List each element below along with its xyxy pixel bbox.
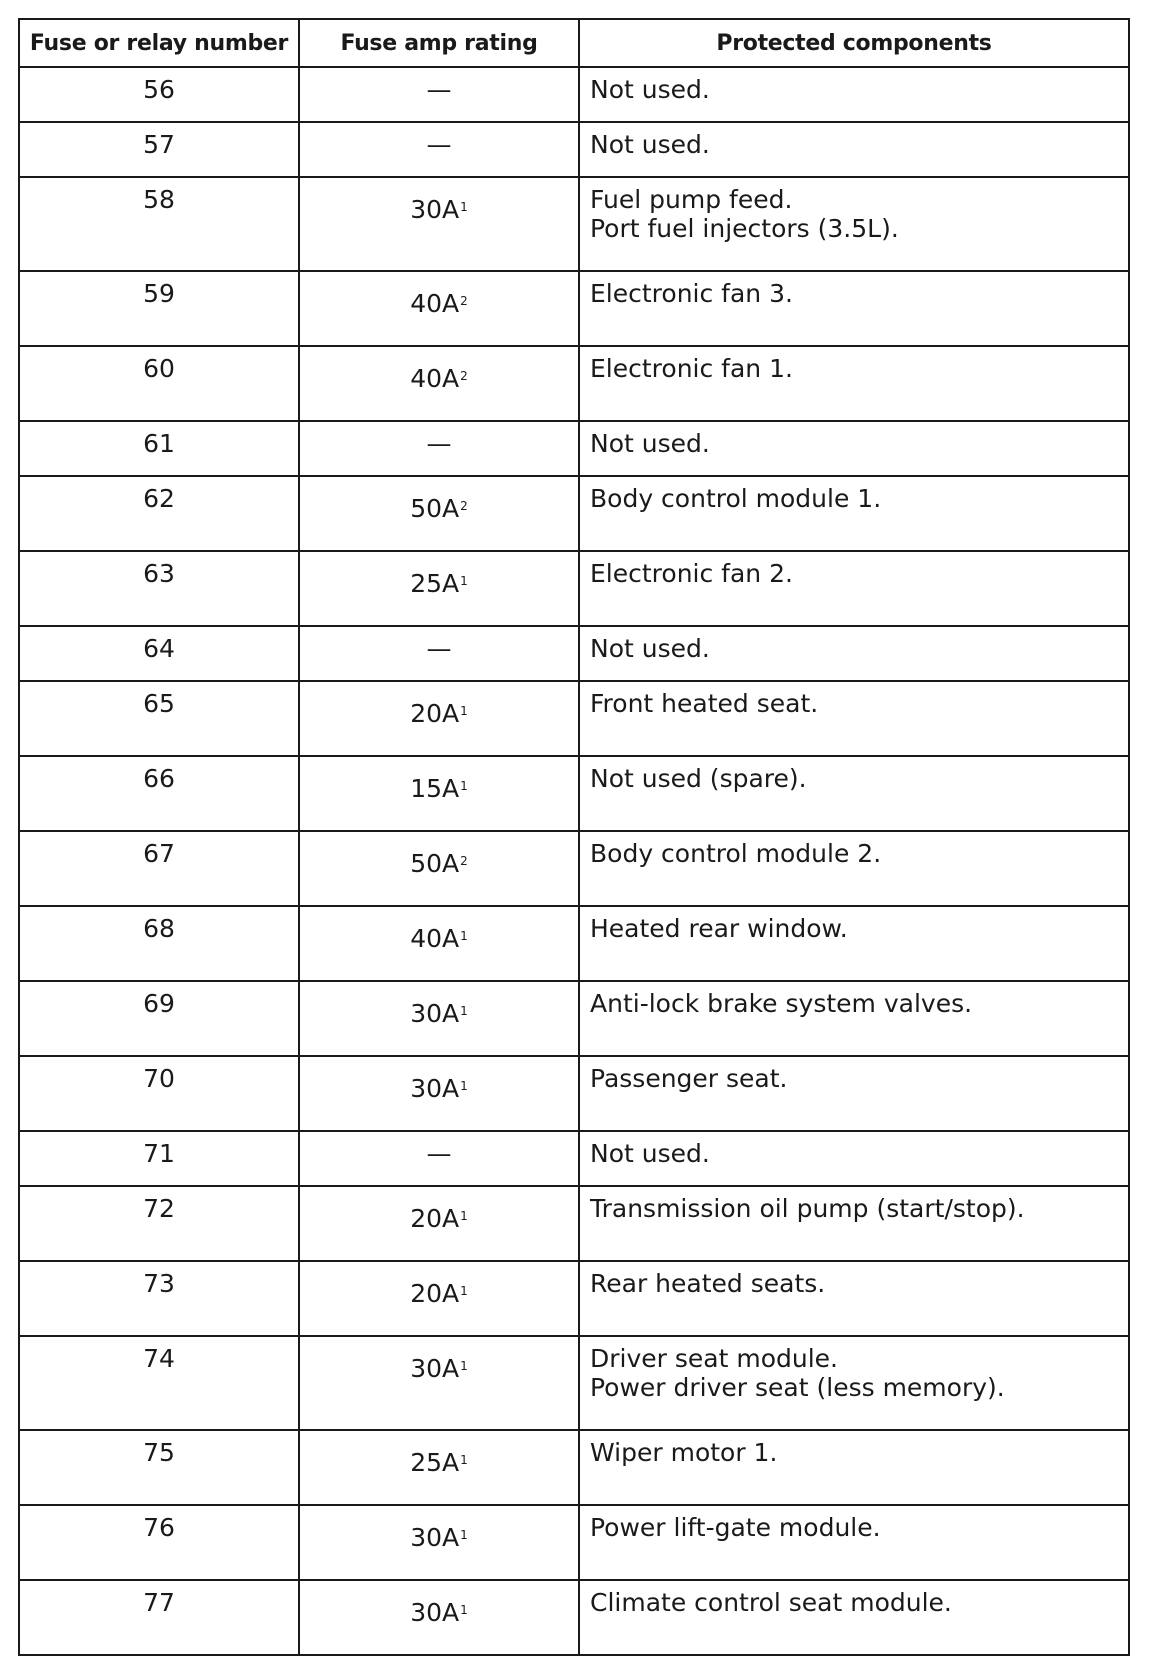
amp-rating-cell: [299, 1505, 579, 1580]
amp-rating-value: 20A: [410, 699, 460, 728]
amp-rating-value: 25A: [410, 569, 460, 598]
table-row: [19, 1580, 1129, 1655]
protected-components-cell: [579, 1261, 1129, 1336]
amp-rating-cell: [299, 831, 579, 906]
amp-rating-cell: [299, 1430, 579, 1505]
amp-rating-cell: [299, 1056, 579, 1131]
fuse-number-cell: 71: [19, 1131, 299, 1186]
amp-rating-cell: [299, 346, 579, 421]
fuse-number-cell: 76: [19, 1505, 299, 1580]
amp-rating-cell: [299, 1261, 579, 1336]
component-line: Power driver seat (less memory).: [590, 1373, 1005, 1402]
component-line: Rear heated seats.: [590, 1269, 826, 1298]
fuse-number-cell: 77: [19, 1580, 299, 1655]
amp-rating-value: 40A: [410, 364, 460, 393]
table-row: [19, 1261, 1129, 1336]
fuse-number-cell: 59: [19, 271, 299, 346]
amp-rating-value: 50A: [410, 849, 460, 878]
protected-components-cell: [579, 626, 1129, 681]
component-line: Wiper motor 1.: [590, 1438, 778, 1467]
fuse-number-cell: 68: [19, 906, 299, 981]
amp-rating-cell: [299, 756, 579, 831]
table-row: [19, 122, 1129, 177]
amp-rating-value: 50A: [410, 494, 460, 523]
protected-components-cell: [579, 1505, 1129, 1580]
header-protected-components: Protected components: [579, 19, 1129, 67]
amp-rating-value: —: [426, 1139, 452, 1168]
component-line: Fuel pump feed.: [590, 185, 793, 214]
table-row: [19, 1131, 1129, 1186]
table-row: [19, 1505, 1129, 1580]
protected-components-cell: [579, 476, 1129, 551]
table-row: [19, 476, 1129, 551]
protected-components-cell: [579, 906, 1129, 981]
table-row: [19, 831, 1129, 906]
amp-rating-value: —: [426, 75, 452, 104]
fuse-number-cell: 65: [19, 681, 299, 756]
amp-rating-value: —: [426, 429, 452, 458]
amp-rating-cell: [299, 177, 579, 271]
table-row: [19, 981, 1129, 1056]
table-row: [19, 1430, 1129, 1505]
table-row: [19, 756, 1129, 831]
table-row: [19, 67, 1129, 122]
fuse-number-cell: 60: [19, 346, 299, 421]
amp-rating-value: 30A: [410, 1598, 460, 1627]
footnote-marker: 2: [460, 294, 468, 308]
fuse-number-cell: 56: [19, 67, 299, 122]
component-line: Anti-lock brake system valves.: [590, 989, 973, 1018]
component-line: Power lift-gate module.: [590, 1513, 881, 1542]
table-row: [19, 271, 1129, 346]
amp-rating-value: 40A: [410, 924, 460, 953]
fuse-number-cell: 57: [19, 122, 299, 177]
component-line: Driver seat module.: [590, 1344, 838, 1373]
component-line: Port fuel injectors (3.5L).: [590, 214, 899, 243]
amp-rating-cell: [299, 1336, 579, 1430]
amp-rating-cell: [299, 122, 579, 177]
footnote-marker: 1: [460, 779, 468, 793]
footnote-marker: 2: [460, 369, 468, 383]
table-header: [19, 19, 1129, 67]
protected-components-cell: [579, 1430, 1129, 1505]
amp-rating-cell: [299, 906, 579, 981]
amp-rating-value: 30A: [410, 1074, 460, 1103]
amp-rating-cell: [299, 1186, 579, 1261]
component-line: Transmission oil pump (start/stop).: [590, 1194, 1025, 1223]
amp-rating-value: 30A: [410, 1523, 460, 1552]
protected-components-cell: [579, 1580, 1129, 1655]
fuse-number-cell: 62: [19, 476, 299, 551]
footnote-marker: 2: [460, 499, 468, 513]
amp-rating-value: 15A: [410, 774, 460, 803]
component-line: Not used (spare).: [590, 764, 807, 793]
table-row: [19, 906, 1129, 981]
footnote-marker: 1: [460, 1528, 468, 1542]
footnote-marker: 1: [460, 1603, 468, 1617]
footnote-marker: 1: [460, 1284, 468, 1298]
footnote-marker: 1: [460, 1079, 468, 1093]
table-row: [19, 551, 1129, 626]
protected-components-cell: [579, 271, 1129, 346]
protected-components-cell: [579, 756, 1129, 831]
protected-components-cell: [579, 1336, 1129, 1430]
protected-components-cell: [579, 1186, 1129, 1261]
fuse-number-cell: 63: [19, 551, 299, 626]
component-line: Not used.: [590, 429, 710, 458]
fuse-number-cell: 72: [19, 1186, 299, 1261]
fuse-number-cell: 58: [19, 177, 299, 271]
header-row: [19, 19, 1129, 67]
amp-rating-cell: [299, 681, 579, 756]
protected-components-cell: [579, 177, 1129, 271]
component-line: Heated rear window.: [590, 914, 848, 943]
amp-rating-cell: [299, 1580, 579, 1655]
protected-components-cell: [579, 421, 1129, 476]
amp-rating-value: 20A: [410, 1279, 460, 1308]
fuse-number-cell: 67: [19, 831, 299, 906]
amp-rating-value: 25A: [410, 1448, 460, 1477]
protected-components-cell: [579, 981, 1129, 1056]
component-line: Not used.: [590, 1139, 710, 1168]
protected-components-cell: [579, 551, 1129, 626]
component-line: Not used.: [590, 130, 710, 159]
protected-components-cell: [579, 346, 1129, 421]
fuse-number-cell: 70: [19, 1056, 299, 1131]
fuse-number-cell: 73: [19, 1261, 299, 1336]
amp-rating-cell: [299, 476, 579, 551]
protected-components-cell: [579, 1056, 1129, 1131]
table-body: [19, 67, 1129, 1655]
fuse-number-cell: 69: [19, 981, 299, 1056]
footnote-marker: 1: [460, 574, 468, 588]
amp-rating-value: —: [426, 634, 452, 663]
table-row: [19, 421, 1129, 476]
footnote-marker: 1: [460, 1453, 468, 1467]
fuse-table: [18, 18, 1130, 1656]
component-line: Body control module 2.: [590, 839, 882, 868]
footnote-marker: 1: [460, 1004, 468, 1018]
component-line: Electronic fan 2.: [590, 559, 793, 588]
table-row: [19, 1186, 1129, 1261]
component-line: Not used.: [590, 75, 710, 104]
protected-components-cell: [579, 67, 1129, 122]
amp-rating-value: 30A: [410, 999, 460, 1028]
protected-components-cell: [579, 1131, 1129, 1186]
amp-rating-value: —: [426, 130, 452, 159]
footnote-marker: 1: [460, 1359, 468, 1373]
protected-components-cell: [579, 122, 1129, 177]
protected-components-cell: [579, 831, 1129, 906]
table-row: [19, 346, 1129, 421]
header-amp-rating: Fuse amp rating: [299, 19, 579, 67]
table-row: [19, 177, 1129, 271]
component-line: Passenger seat.: [590, 1064, 788, 1093]
amp-rating-cell: [299, 421, 579, 476]
amp-rating-value: 30A: [410, 195, 460, 224]
footnote-marker: 1: [460, 1209, 468, 1223]
footnote-marker: 2: [460, 854, 468, 868]
table-row: [19, 681, 1129, 756]
amp-rating-cell: [299, 1131, 579, 1186]
header-fuse-number: Fuse or relay number: [19, 19, 299, 67]
component-line: Electronic fan 3.: [590, 279, 793, 308]
protected-components-cell: [579, 681, 1129, 756]
amp-rating-cell: [299, 271, 579, 346]
component-line: Climate control seat module.: [590, 1588, 952, 1617]
amp-rating-cell: [299, 981, 579, 1056]
amp-rating-value: 20A: [410, 1204, 460, 1233]
fuse-number-cell: 75: [19, 1430, 299, 1505]
footnote-marker: 1: [460, 704, 468, 718]
amp-rating-value: 40A: [410, 289, 460, 318]
component-line: Front heated seat.: [590, 689, 819, 718]
table-row: [19, 626, 1129, 681]
amp-rating-cell: [299, 551, 579, 626]
footnote-marker: 1: [460, 200, 468, 214]
amp-rating-cell: [299, 626, 579, 681]
table-row: [19, 1056, 1129, 1131]
component-line: Body control module 1.: [590, 484, 882, 513]
fuse-number-cell: 64: [19, 626, 299, 681]
component-line: Not used.: [590, 634, 710, 663]
fuse-number-cell: 61: [19, 421, 299, 476]
amp-rating-cell: [299, 67, 579, 122]
footnote-marker: 1: [460, 929, 468, 943]
fuse-number-cell: 74: [19, 1336, 299, 1430]
fuse-number-cell: 66: [19, 756, 299, 831]
component-line: Electronic fan 1.: [590, 354, 793, 383]
amp-rating-value: 30A: [410, 1354, 460, 1383]
table-row: [19, 1336, 1129, 1430]
